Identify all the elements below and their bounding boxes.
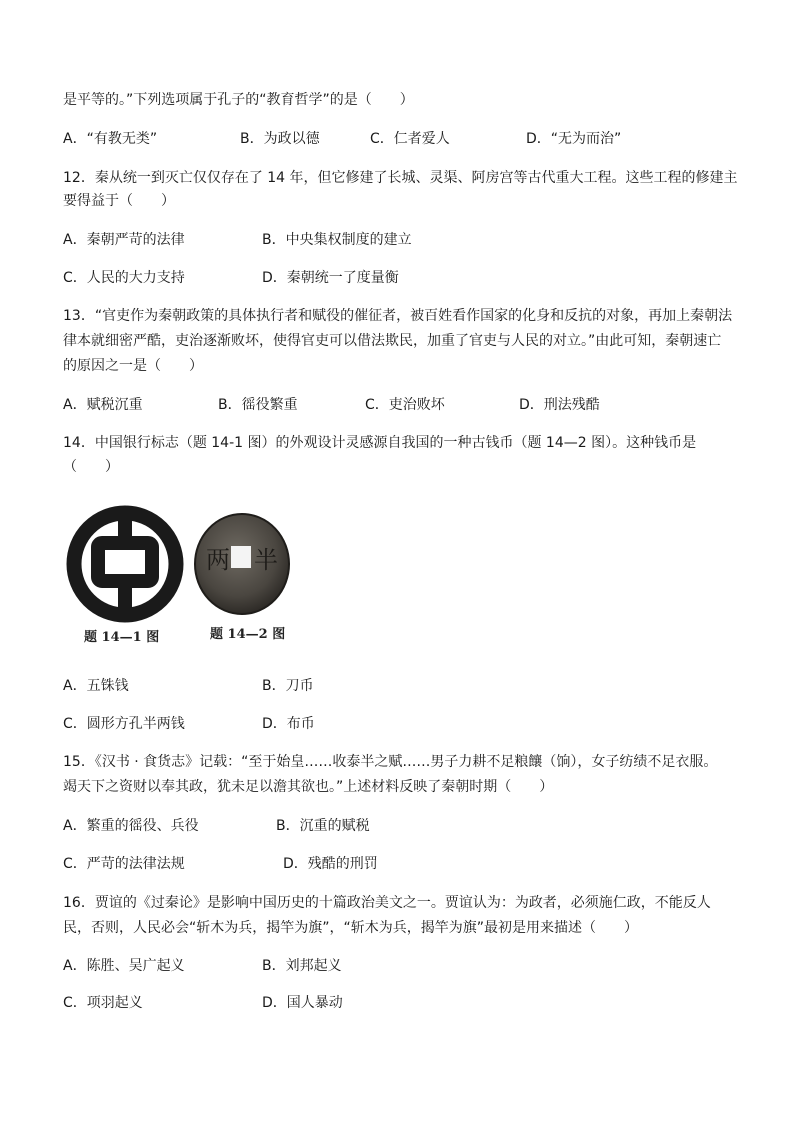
q11-stem: 是平等的。”下列选项属于孔子的“教育哲学”的是（ ） bbox=[63, 92, 414, 108]
q11-option-c[interactable]: C．仁者爱人 bbox=[370, 131, 450, 147]
bank-of-china-logo-figure bbox=[66, 505, 184, 623]
q11-option-b[interactable]: B．为政以德 bbox=[240, 131, 320, 147]
q14-stem-line2: （ ） bbox=[63, 459, 119, 475]
q14-option-c[interactable]: C．圆形方孔半两钱 bbox=[63, 716, 185, 732]
figure-14-2-caption: 题 14—2 图 bbox=[210, 627, 286, 642]
q16-option-a[interactable]: A．陈胜、吴广起义 bbox=[63, 958, 185, 974]
coin-char-ban: 半 bbox=[254, 546, 278, 574]
q12-stem-line1: 12．秦从统一到灭亡仅仅存在了 14 年，但它修建了长城、灵渠、阿房宫等古代重大工程。这些工程的修建主 bbox=[63, 170, 738, 186]
q16-option-c[interactable]: C．项羽起义 bbox=[63, 995, 143, 1011]
q12-option-d[interactable]: D．秦朝统一了度量衡 bbox=[262, 270, 399, 286]
q15-option-a[interactable]: A．繁重的徭役、兵役 bbox=[63, 818, 199, 834]
coin-char-liang: 两 bbox=[206, 546, 230, 574]
banliang-coin-figure bbox=[192, 510, 292, 618]
q15-stem-line2: 竭天下之资财以奉其政，犹未足以澹其欲也。”上述材料反映了秦朝时期（ ） bbox=[63, 779, 554, 795]
logo-inner-square bbox=[98, 543, 152, 581]
q12-option-c[interactable]: C．人民的大力支持 bbox=[63, 270, 185, 286]
q16-option-b[interactable]: B．刘邦起义 bbox=[262, 958, 342, 974]
q13-stem-line3: 的原因之一是（ ） bbox=[63, 358, 203, 374]
q13-stem-line1: 13．“官吏作为秦朝政策的具体执行者和赋役的催征者，被百姓看作国家的化身和反抗的对象，再加上秦朝法 bbox=[63, 308, 733, 324]
q14-option-b[interactable]: B．刀币 bbox=[262, 678, 314, 694]
q11-option-a[interactable]: A．“有教无类” bbox=[63, 131, 158, 147]
q13-option-d[interactable]: D．刑法残酷 bbox=[519, 397, 600, 413]
q15-option-c[interactable]: C．严苛的法律法规 bbox=[63, 856, 185, 872]
q14-option-a[interactable]: A．五铢钱 bbox=[63, 678, 129, 694]
figure-14-1-caption: 题 14—1 图 bbox=[84, 630, 160, 645]
logo-top-bar bbox=[118, 509, 132, 541]
q16-stem-line1: 16．贾谊的《过秦论》是影响中国历史的十篇政治美文之一。贾谊认为：为政者，必须施仁政，不能反人 bbox=[63, 895, 711, 911]
q13-option-a[interactable]: A．赋税沉重 bbox=[63, 397, 143, 413]
q14-stem-line1: 14．中国银行标志（题 14-1 图）的外观设计灵感源自我国的一种古钱币（题 14—2 图）。这种钱币是 bbox=[63, 435, 697, 451]
logo-bottom-bar bbox=[118, 583, 132, 619]
q13-option-c[interactable]: C．吏治败坏 bbox=[365, 397, 445, 413]
q12-option-b[interactable]: B．中央集权制度的建立 bbox=[262, 232, 412, 248]
q12-stem-line2: 要得益于（ ） bbox=[63, 193, 175, 209]
q13-option-b[interactable]: B．徭役繁重 bbox=[218, 397, 298, 413]
q15-stem-line1: 15．《汉书 · 食货志》记载：“至于始皇……收泰半之赋……男子力耕不足粮饟（饷），女子纺绩不足衣服。 bbox=[63, 754, 718, 770]
q11-option-d[interactable]: D．“无为而治” bbox=[526, 131, 622, 147]
q15-option-b[interactable]: B．沉重的赋税 bbox=[276, 818, 370, 834]
q16-option-d[interactable]: D．国人暴动 bbox=[262, 995, 343, 1011]
coin-square-hole bbox=[231, 546, 251, 568]
q12-option-a[interactable]: A．秦朝严苛的法律 bbox=[63, 232, 185, 248]
q13-stem-line2: 律本就细密严酷，吏治逐渐败坏，使得官吏可以借法欺民，加重了官吏与人民的对立。”由此可知，秦朝速亡 bbox=[63, 333, 722, 349]
q14-option-d[interactable]: D．布币 bbox=[262, 716, 315, 732]
q16-stem-line2: 民，否则，人民必会“斩木为兵，揭竿为旗”，“斩木为兵，揭竿为旗”最初是用来描述（ ） bbox=[63, 920, 639, 936]
q15-option-d[interactable]: D．残酷的刑罚 bbox=[283, 856, 378, 872]
